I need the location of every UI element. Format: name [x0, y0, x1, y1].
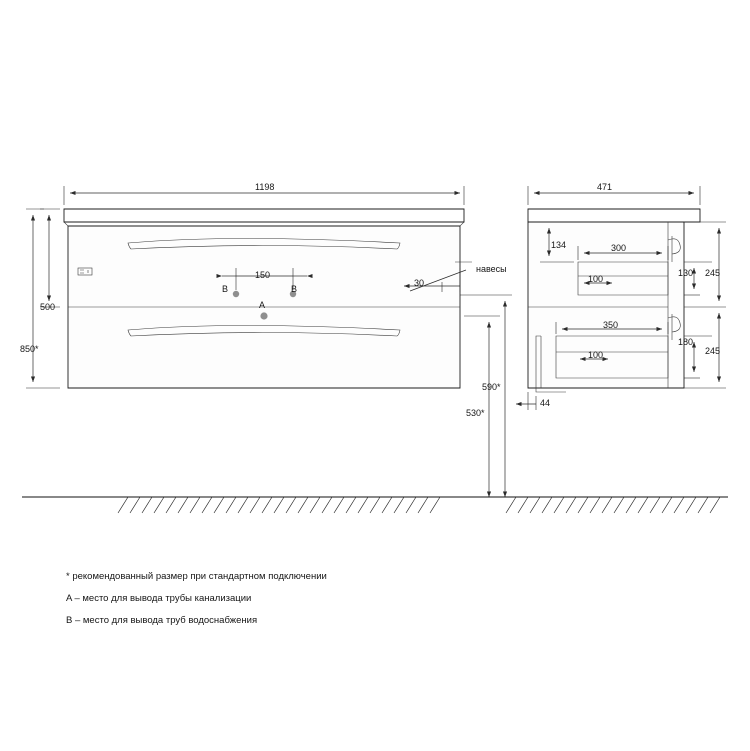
note-recommended-size: * рекомендованный размер при стандартном подключении — [66, 571, 327, 582]
marker-label-b-left: B — [222, 284, 229, 294]
label-hangers: навесы — [476, 264, 507, 274]
dim-label-lower-drawer-height: 180 — [678, 337, 694, 347]
dim-label-lower-drawer-width: 350 — [603, 320, 619, 330]
marker-b-left-dot — [233, 291, 239, 297]
side-elevation-view — [506, 186, 726, 513]
dim-label-front-width: 1198 — [255, 182, 275, 192]
dim-label-tap-spacing: 150 — [255, 270, 271, 280]
note-marker-b: B – место для вывода труб водоснабжения — [66, 615, 258, 626]
dim-label-plinth-offset: 44 — [540, 398, 551, 408]
note-marker-a: A – место для вывода трубы канализации — [66, 593, 252, 604]
dim-label-lower-section-height: 245 — [705, 346, 721, 356]
dim-label-upper-section-height: 245 — [705, 268, 721, 278]
notes-block — [66, 566, 486, 632]
dim-label-upper-drawer-width: 300 — [611, 243, 627, 253]
dim-label-side-top-offset: 134 — [551, 240, 567, 250]
floor-hatch-side — [506, 497, 720, 513]
dim-label-front-body-height: 500 — [40, 302, 56, 312]
dim-label-supply-height: 530* — [466, 408, 485, 418]
dim-label-front-height-total: 850* — [20, 344, 39, 354]
marker-label-b-right: B — [291, 284, 298, 294]
dim-label-upper-drawer-height: 130 — [678, 268, 694, 278]
dim-label-upper-drawer-inner: 100 — [588, 274, 604, 284]
dim-label-edge-offset: 30 — [414, 278, 425, 288]
dim-label-side-depth: 471 — [597, 182, 613, 192]
floor-hatch-front — [118, 497, 440, 513]
dim-label-drain-height: 590* — [482, 382, 501, 392]
marker-label-a: A — [259, 300, 266, 310]
dim-label-lower-drawer-inner: 100 — [588, 350, 604, 360]
marker-a-dot — [260, 312, 267, 319]
